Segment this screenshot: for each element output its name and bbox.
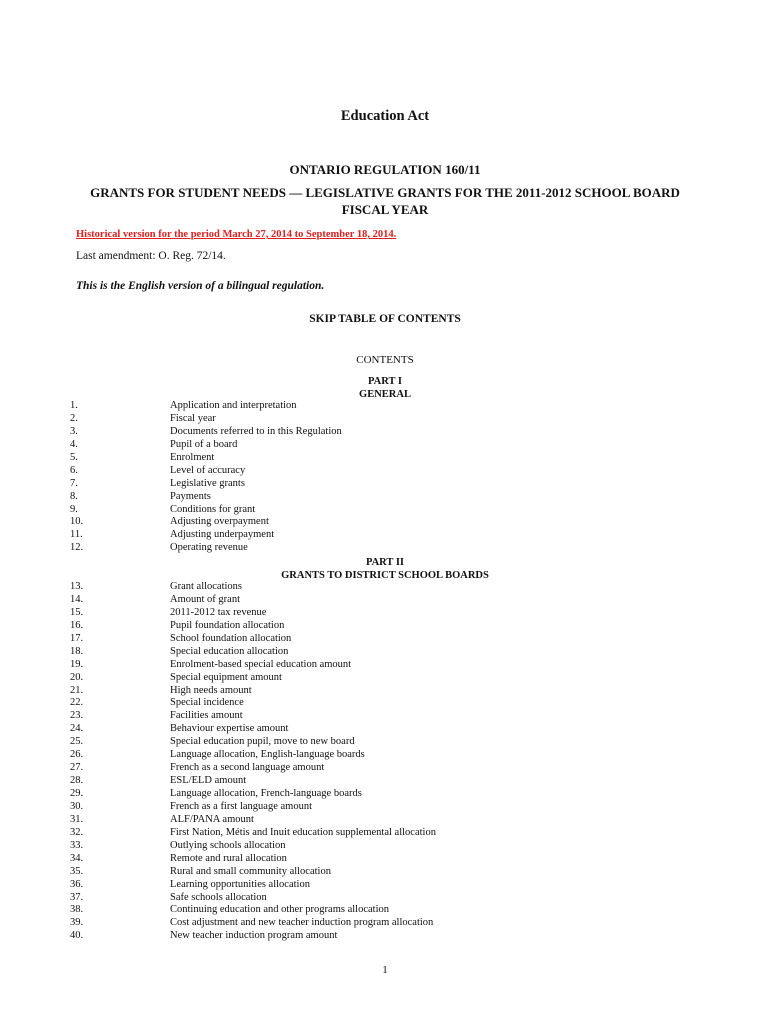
toc-entry-title[interactable]: Legislative grants — [170, 477, 245, 489]
toc-entry-title[interactable]: Special equipment amount — [170, 671, 282, 683]
toc-entry-number: 3. — [70, 425, 78, 437]
toc-entry[interactable] — [0, 607, 770, 620]
toc-entry-title[interactable]: French as a second language amount — [170, 762, 325, 774]
toc-entry-number: 2. — [70, 412, 78, 424]
toc-entry-title[interactable]: Conditions for grant — [170, 503, 256, 515]
toc-entry-title[interactable]: Level of accuracy — [170, 464, 246, 476]
toc-entry[interactable] — [0, 710, 770, 723]
toc-entry[interactable] — [0, 633, 770, 646]
toc-entry-number: 33. — [70, 839, 84, 851]
toc-entry-title[interactable]: Rural and small community allocation — [170, 865, 331, 877]
toc-entry-title[interactable]: Adjusting underpayment — [170, 529, 275, 541]
toc-entry-number: 15. — [70, 606, 84, 618]
toc-entry-number: 31. — [70, 813, 84, 825]
toc-entry[interactable] — [0, 840, 770, 853]
skip-table-of-contents-link[interactable]: SKIP TABLE OF CONTENTS — [309, 313, 461, 325]
toc-entry[interactable] — [0, 904, 770, 917]
toc-entry[interactable] — [0, 516, 770, 529]
toc-entry-number: 35. — [70, 865, 84, 877]
toc-entry[interactable] — [0, 736, 770, 749]
toc-entry-title[interactable]: Continuing education and other programs allocation — [170, 904, 389, 916]
toc-entry-number: 27. — [70, 762, 84, 774]
toc-entry-title[interactable]: Grant allocations — [170, 581, 243, 592]
toc-entry[interactable] — [0, 814, 770, 827]
toc-entry[interactable] — [0, 529, 770, 542]
toc-entry-title[interactable]: High needs amount — [170, 684, 252, 696]
toc-entry-number: 37. — [70, 891, 84, 903]
toc-entry[interactable] — [0, 478, 770, 491]
toc-entry-title[interactable]: Language allocation, English-language boards — [170, 749, 365, 761]
toc-entry-title[interactable]: Special education allocation — [170, 645, 289, 657]
toc-entry-title[interactable]: ALF/PANA amount — [170, 813, 254, 825]
toc-entry-title[interactable]: School foundation allocation — [170, 632, 292, 644]
toc-entry-title[interactable]: Learning opportunities allocation — [170, 878, 310, 890]
toc-entry-number: 6. — [70, 464, 78, 476]
act-title: Education Act — [340, 108, 430, 124]
toc-entry-title[interactable]: Outlying schools allocation — [170, 839, 286, 851]
toc-entry-number: 1. — [70, 400, 78, 411]
toc-entry-number: 4. — [70, 438, 78, 450]
toc-entry[interactable] — [0, 827, 770, 840]
toc-entry[interactable] — [0, 749, 770, 762]
toc-entry[interactable] — [0, 879, 770, 892]
regulation-title: GRANTS FOR STUDENT NEEDS — LEGISLATIVE GRANTS FOR THE 2011-2012 SCHOOL BOARD FISCAL YEAR — [90, 185, 680, 217]
toc-part1-list — [0, 400, 770, 555]
toc-entry[interactable] — [0, 892, 770, 905]
toc-entry[interactable] — [0, 917, 770, 930]
regulation-number: ONTARIO REGULATION 160/11 — [289, 162, 481, 177]
toc-entry[interactable] — [0, 413, 770, 426]
toc-entry-title[interactable]: Pupil foundation allocation — [170, 619, 285, 631]
toc-entry[interactable] — [0, 452, 770, 465]
toc-entry[interactable] — [0, 465, 770, 478]
toc-entry[interactable] — [0, 788, 770, 801]
toc-entry-title[interactable]: Operating revenue — [170, 542, 248, 554]
toc-entry-title[interactable]: Payments — [170, 490, 211, 502]
toc-entry[interactable] — [0, 866, 770, 879]
toc-entry-number: 12. — [70, 542, 84, 554]
toc-entry-title[interactable]: 2011-2012 tax revenue — [170, 606, 267, 618]
toc-entry[interactable] — [0, 504, 770, 517]
toc-entry-number: 5. — [70, 451, 78, 463]
contents-heading: CONTENTS — [356, 354, 414, 366]
toc-entry-title[interactable]: Adjusting overpayment — [170, 516, 269, 528]
toc-entry-number: 40. — [70, 930, 84, 942]
toc-entry[interactable] — [0, 723, 770, 736]
toc-entry-number: 28. — [70, 775, 84, 787]
toc-entry[interactable] — [0, 594, 770, 607]
toc-entry[interactable] — [0, 672, 770, 685]
toc-entry-title[interactable]: French as a first language amount — [170, 800, 312, 812]
toc-part2-list — [0, 581, 770, 943]
toc-entry-number: 39. — [70, 917, 84, 929]
toc-entry[interactable] — [0, 659, 770, 672]
toc-entry-number: 24. — [70, 723, 84, 735]
toc-entry-number: 25. — [70, 736, 84, 748]
toc-entry-number: 32. — [70, 826, 84, 838]
toc-entry[interactable] — [0, 775, 770, 788]
toc-entry[interactable] — [0, 581, 770, 594]
toc-entry-title[interactable]: New teacher induction program amount — [170, 930, 338, 942]
toc-entry-number: 8. — [70, 490, 78, 502]
toc-entry-title[interactable]: First Nation, Métis and Inuit education supplemental allocation — [170, 826, 436, 838]
toc-entry-number: 17. — [70, 632, 84, 644]
toc-entry-number: 22. — [70, 697, 84, 709]
toc-entry[interactable] — [0, 930, 770, 943]
toc-entry-title[interactable]: Language allocation, French-language boards — [170, 788, 362, 799]
toc-entry-title[interactable]: Enrolment-based special education amount — [170, 658, 352, 670]
toc-entry[interactable] — [0, 801, 770, 814]
part1-title: GENERAL — [359, 389, 411, 400]
toc-entry-title[interactable]: Special education pupil, move to new board — [170, 736, 355, 748]
toc-entry[interactable] — [0, 646, 770, 659]
toc-entry-number: 19. — [70, 658, 84, 670]
toc-entry[interactable] — [0, 426, 770, 439]
toc-entry-title[interactable]: Amount of grant — [170, 593, 240, 605]
toc-entry[interactable] — [0, 620, 770, 633]
toc-entry-number: 13. — [70, 581, 84, 592]
toc-entry-number: 23. — [70, 710, 84, 722]
toc-entry-number: 38. — [70, 904, 84, 916]
toc-entry-number: 29. — [70, 788, 84, 799]
toc-entry-number: 30. — [70, 800, 84, 812]
toc-entry[interactable] — [0, 762, 770, 775]
toc-entry[interactable] — [0, 685, 770, 698]
toc-entry-number: 11. — [70, 529, 83, 541]
toc-entry-number: 14. — [70, 593, 84, 605]
last-amendment: Last amendment: O. Reg. 72/14. — [76, 250, 226, 262]
toc-entry[interactable] — [0, 697, 770, 710]
part1-label: PART I — [368, 376, 402, 387]
toc-entry-title[interactable]: Enrolment — [170, 451, 215, 463]
toc-entry-title[interactable]: Application and interpretation — [170, 400, 297, 411]
toc-entry-number: 7. — [70, 477, 78, 489]
toc-entry-number: 18. — [70, 645, 84, 657]
part2-title: GRANTS TO DISTRICT SCHOOL BOARDS — [281, 570, 489, 581]
part2-label: PART II — [365, 557, 405, 568]
toc-entry-number: 36. — [70, 878, 84, 890]
toc-entry-title[interactable]: Remote and rural allocation — [170, 852, 287, 864]
toc-entry-number: 21. — [70, 684, 84, 696]
toc-entry[interactable] — [0, 400, 770, 413]
toc-entry-title[interactable]: Pupil of a board — [170, 438, 238, 450]
toc-entry[interactable] — [0, 853, 770, 866]
toc-entry[interactable] — [0, 491, 770, 504]
toc-entry-number: 20. — [70, 671, 84, 683]
toc-entry-title[interactable]: Safe schools allocation — [170, 891, 267, 903]
toc-entry-number: 10. — [70, 516, 84, 528]
toc-entry-number: 34. — [70, 852, 84, 864]
toc-entry-title[interactable]: ESL/ELD amount — [170, 775, 247, 787]
toc-entry-title[interactable]: Fiscal year — [170, 412, 216, 424]
toc-entry[interactable] — [0, 542, 770, 555]
toc-entry-title[interactable]: Behaviour expertise amount — [170, 723, 289, 735]
historical-version-link[interactable]: Historical version for the period March 27, 2014 to September 18, 2014. — [76, 229, 397, 240]
bilingual-note: This is the English version of a bilingual regulation. — [76, 280, 325, 292]
toc-entry-title[interactable]: Cost adjustment and new teacher induction program allocation — [170, 917, 434, 929]
toc-entry-number: 9. — [70, 503, 78, 515]
toc-entry[interactable] — [0, 439, 770, 452]
toc-entry-number: 16. — [70, 619, 84, 631]
toc-entry-title[interactable]: Facilities amount — [170, 710, 243, 722]
toc-entry-number: 26. — [70, 749, 84, 761]
page-number: 1 — [382, 964, 388, 976]
toc-entry-title[interactable]: Special incidence — [170, 697, 244, 709]
toc-entry-title[interactable]: Documents referred to in this Regulation — [170, 425, 342, 437]
